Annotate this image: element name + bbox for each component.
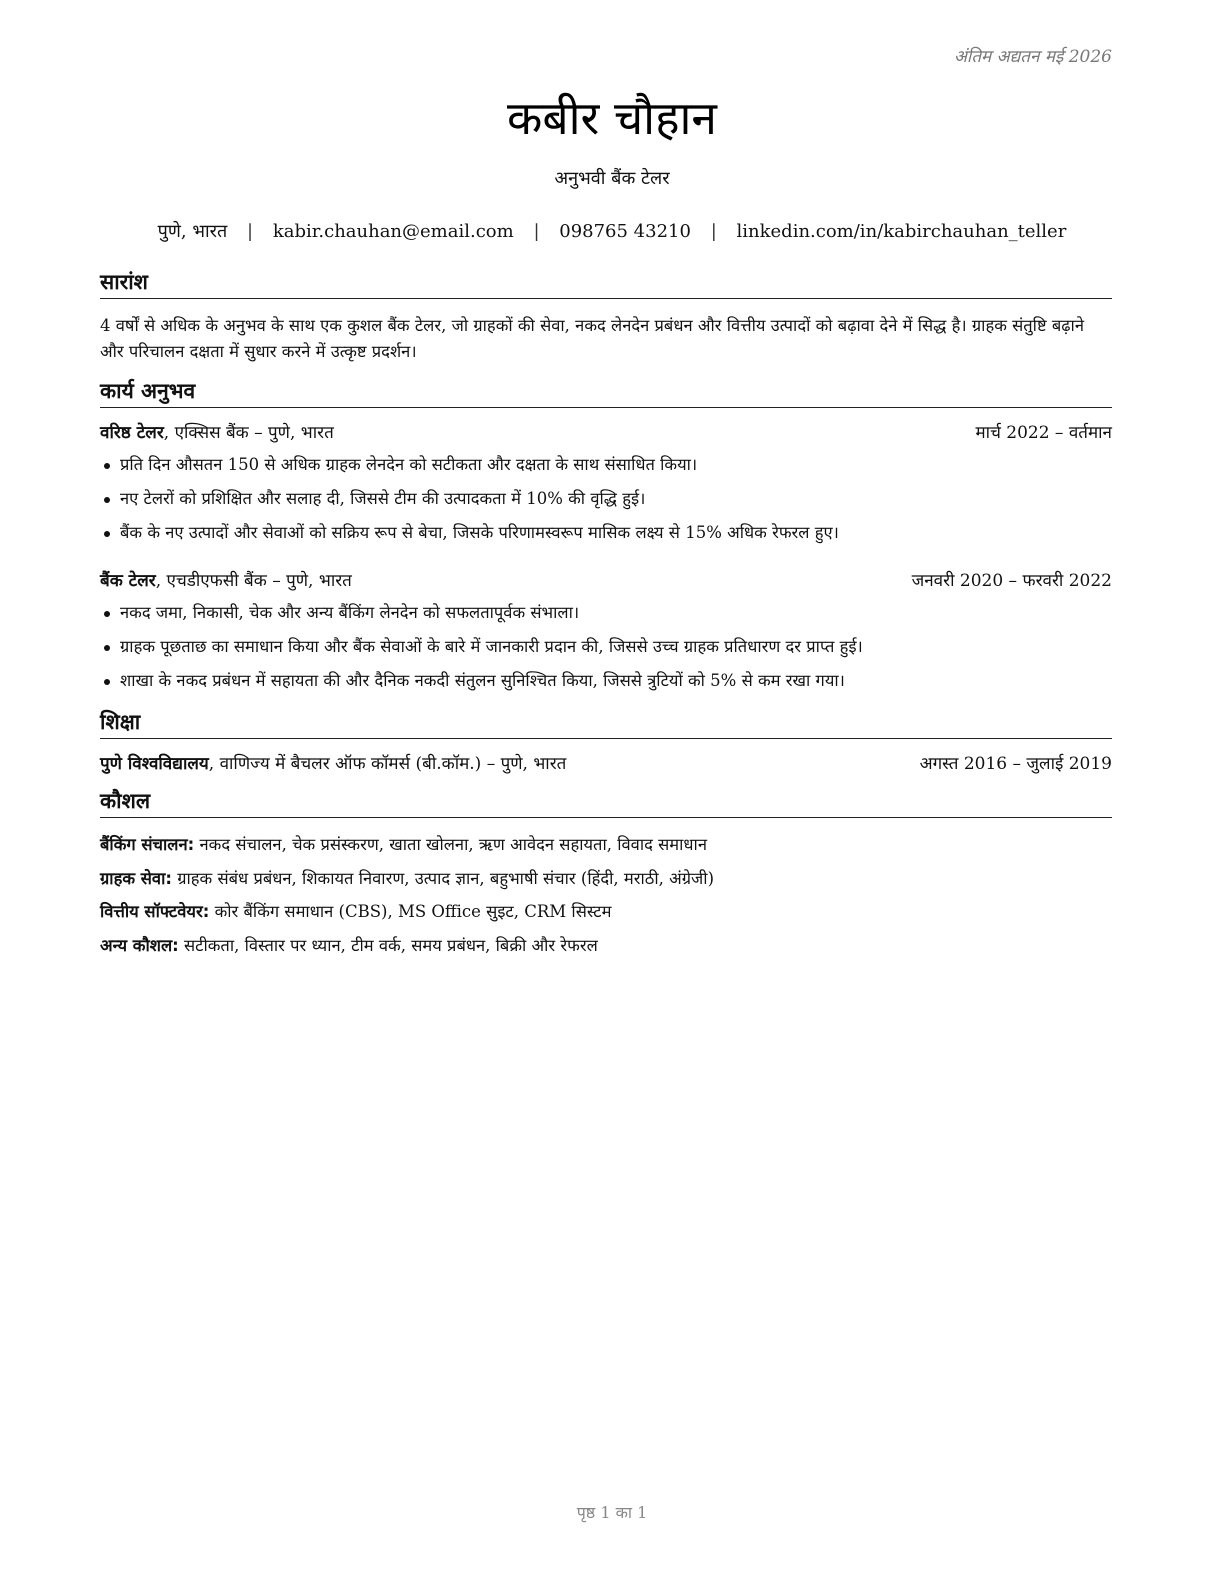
section-title-skills: कौशल [100,787,1112,818]
job-bullet: प्रति दिन औसतन 150 से अधिक ग्राहक लेनदेन को सटीकता और दक्षता के साथ संसाधित किया। [100,448,1112,482]
job-bullet: नकद जमा, निकासी, चेक और अन्य बैंकिंग लेनदेन को सफलतापूर्वक संभाला। [100,596,1112,630]
contact-separator: | [533,221,540,242]
job-bullet: ग्राहक पूछताछ का समाधान किया और बैंक सेवाओं के बारे में जानकारी प्रदान की, जिससे उच्च ग्राहक प्रतिधारण दर प्राप्त हुई। [100,630,1112,664]
skill-label: अन्य कौशल: [100,935,179,955]
contact-line [0,219,1224,243]
job-title-line [100,420,334,446]
job-bullet: बैंक के नए उत्पादों और सेवाओं को सक्रिय रूप से बेचा, जिसके परिणामस्वरूप मासिक लक्ष्य से 15% अधिक रेफरल हुए। [100,516,1112,550]
job-title-line [100,568,352,594]
skill-label: वित्तीय सॉफ्टवेयर: [100,902,210,921]
job-header [100,568,1112,594]
skill-label: बैंकिंग संचालन: [100,835,195,854]
skill-row [100,828,1112,862]
job-entry [100,420,1112,550]
skill-value: सटीकता, विस्तार पर ध्यान, टीम वर्क, समय प्रबंधन, बिक्री और रेफरल [178,935,598,955]
education-institution: पुणे विश्वविद्यालय [100,754,209,774]
education-entry [100,751,1112,777]
skill-row [100,929,1112,963]
job-position: बैंक टेलर [100,571,156,591]
skill-value: कोर बैंकिंग समाधान (CBS), MS Office सुइट, CRM सिस्टम [209,902,612,921]
skill-row [100,862,1112,896]
education-line [100,751,566,777]
education-dates: अगस्त 2016 – जुलाई 2019 [919,754,1112,774]
skills-section [100,787,1112,962]
skill-value: नकद संचालन, चेक प्रसंस्करण, खाता खोलना, ऋण आवेदन सहायता, विवाद समाधान [194,835,707,854]
education-section [100,708,1112,777]
job-entry [100,568,1112,698]
skill-value: ग्राहक संबंध प्रबंधन, शिकायत निवारण, उत्पाद ज्ञान, बहुभाषी संचार (हिंदी, मराठी, अंग्रेजी) [171,868,715,888]
skills-list [100,828,1112,962]
skill-row [100,895,1112,929]
summary-section [100,268,1112,365]
skill-label: ग्राहक सेवा: [100,868,172,888]
section-title-experience: कार्य अनुभव [100,377,1112,408]
job-bullet: नए टेलरों को प्रशिक्षित और सलाह दी, जिससे टीम की उत्पादकता में 10% की वृद्धि हुई। [100,482,1112,516]
job-employer: , एक्सिस बैंक – पुणे, भारत [163,423,334,443]
job-position: वरिष्ठ टेलर [100,423,164,443]
contact-linkedin[interactable]: linkedin.com/in/kabirchauhan_teller [736,221,1067,242]
job-header [100,420,1112,446]
page-number: पृष्ठ 1 का 1 [576,1503,648,1522]
experience-section [100,377,1112,698]
candidate-role: अनुभवी बैंक टेलर [554,168,670,189]
job-bullets [100,596,1112,698]
job-bullets [100,448,1112,550]
contact-phone[interactable]: 098765 43210 [559,221,691,242]
section-title-education: शिक्षा [100,708,1112,739]
job-employer: , एचडीएफसी बैंक – पुणे, भारत [155,571,352,591]
job-dates: जनवरी 2020 – फरवरी 2022 [911,571,1112,591]
contact-separator: | [710,221,717,242]
contact-separator: | [247,221,254,242]
summary-text: 4 वर्षों से अधिक के अनुभव के साथ एक कुशल बैंक टेलर, जो ग्राहकों की सेवा, नकद लेनदेन प्रबंधन और वित्तीय उत्पादों को बढ़ावा देने में सिद्ध है। ग्राहक संतुष्टि बढ़ाने और परिचालन दक्षता में सुधार करने में उत्कृष्ट प्रदर्शन। [100,316,1084,361]
contact-location: पुणे, भारत [157,221,228,242]
contact-email[interactable]: kabir.chauhan@email.com [272,221,514,242]
resume-body [100,268,1112,972]
job-bullet: शाखा के नकद प्रबंधन में सहायता की और दैनिक नकदी संतुलन सुनिश्चित किया, जिससे त्रुटियों को 5% से कम रखा गया। [100,664,1112,698]
job-dates: मार्च 2022 – वर्तमान [975,423,1112,443]
education-degree: , वाणिज्य में बैचलर ऑफ कॉमर्स (बी.कॉम.) – पुणे, भारत [208,754,567,774]
section-title-summary: सारांश [100,268,1112,299]
last-updated-note: अंतिम अद्यतन मई 2026 [953,47,1112,67]
candidate-name: कबीर चौहान [507,91,717,145]
